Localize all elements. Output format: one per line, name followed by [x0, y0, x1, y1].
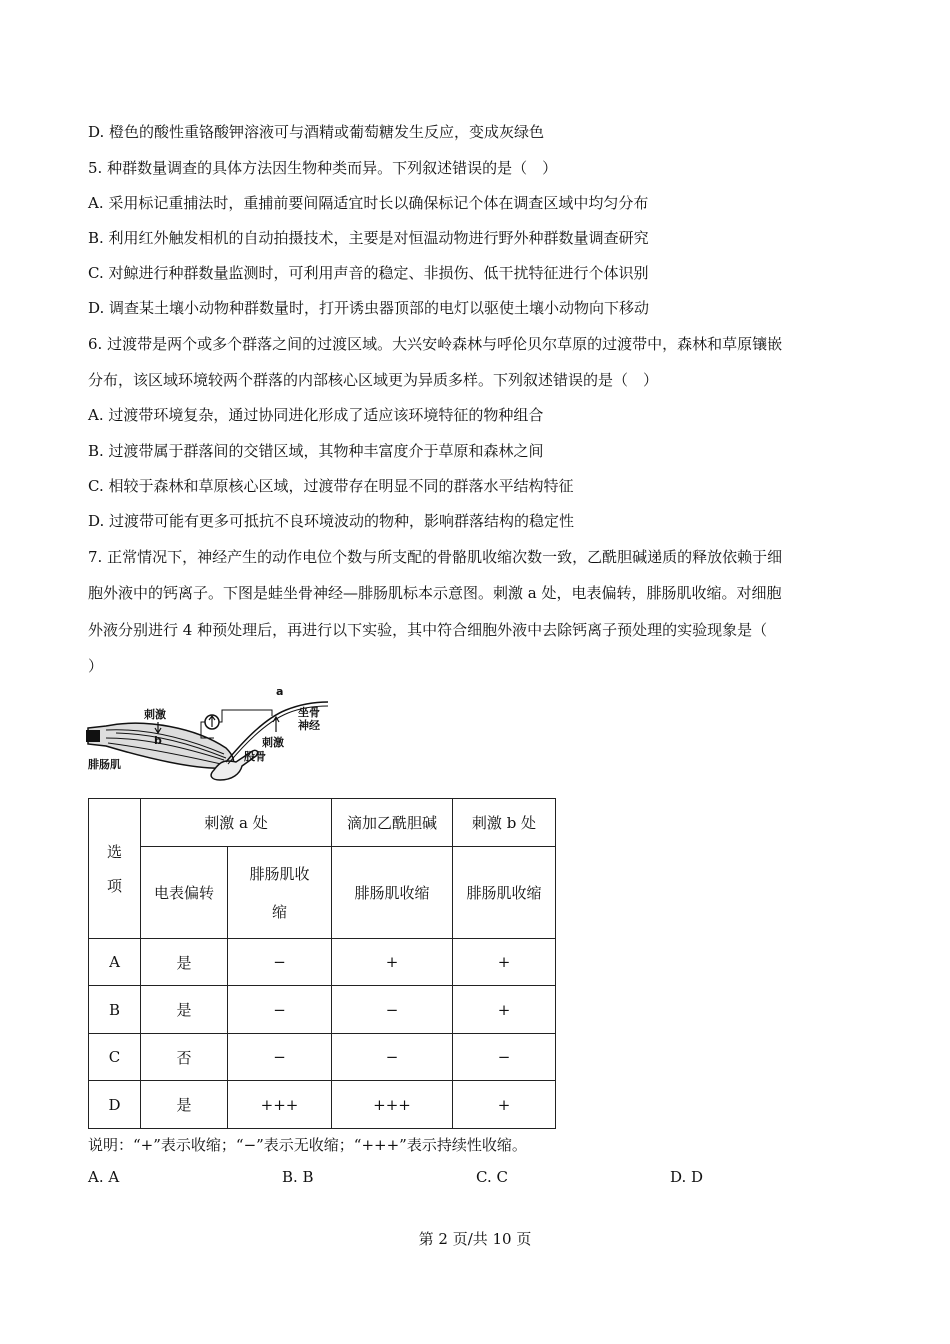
q5-option-c: C. 对鲸进行种群数量监测时，可利用声音的稳定、非损伤、低干扰特征进行个体识别: [88, 264, 649, 282]
table-row: [89, 939, 556, 986]
header-ach: 滴加乙酰胆碱: [332, 799, 453, 847]
q6-stem-line1: 6. 过渡带是两个或多个群落之间的过渡区域。大兴安岭森林与呼伦贝尔草原的过渡带中，森林和草原镶嵌: [88, 335, 783, 353]
row-stim-b: +: [453, 986, 556, 1034]
row-option: A: [89, 939, 141, 986]
row-stim-a: −: [228, 986, 332, 1034]
row-option: C: [89, 1034, 141, 1081]
label-stimulus-b: 刺激: [144, 708, 166, 721]
header-contract-ach: 腓肠肌收缩: [332, 847, 453, 939]
row-ach: +: [332, 939, 453, 986]
table-row: [89, 1034, 556, 1081]
row-option: D: [89, 1081, 141, 1129]
stimulus-arrow-a: [273, 717, 279, 732]
q7-stem-line2: 胞外液中的钙离子。下图是蛙坐骨神经—腓肠肌标本示意图。刺激 a 处，电表偏转，腓肠肌收缩。对细胞: [88, 584, 782, 602]
table-row: [89, 1081, 556, 1129]
q7-stem-line1: 7. 正常情况下，神经产生的动作电位个数与所支配的骨骼肌收缩次数一致，乙酰胆碱递质的释放依赖于细: [88, 548, 783, 566]
q4-option-d: D. 橙色的酸性重铬酸钾溶液可与酒精或葡萄糖发生反应，变成灰绿色: [88, 123, 545, 141]
q6-option-b: B. 过渡带属于群落间的交错区域，其物种丰富度介于草原和森林之间: [88, 442, 544, 460]
q5-stem: 5. 种群数量调查的具体方法因生物种类而异。下列叙述错误的是（ ）: [88, 159, 558, 177]
header-contract-b: 腓肠肌收缩: [453, 847, 556, 939]
row-stim-b: +: [453, 939, 556, 986]
row-ach: −: [332, 1034, 453, 1081]
header-stim-a: 刺激 a 处: [141, 799, 332, 847]
answer-option-a[interactable]: A. A: [88, 1168, 120, 1186]
q5-option-d: D. 调查某土壤小动物种群数量时，打开诱虫器顶部的电灯以驱使土壤小动物向下移动: [88, 299, 650, 317]
label-femur: 股骨: [244, 750, 266, 763]
answer-option-c[interactable]: C. C: [476, 1168, 508, 1186]
q5-option-a: A. 采用标记重捕法时，重捕前要间隔适宜时长以确保标记个体在调查区域中均匀分布: [88, 194, 649, 212]
q7-stem-line4: ）: [88, 657, 104, 675]
row-ach: +++: [332, 1081, 453, 1129]
header-stim-b: 刺激 b 处: [453, 799, 556, 847]
header-option: 选项: [89, 799, 141, 939]
q6-stem-line2: 分布，该区域环境较两个群落的内部核心区域更为异质多样。下列叙述错误的是（ ）: [88, 371, 659, 389]
row-option: B: [89, 986, 141, 1034]
row-stim-b: −: [453, 1034, 556, 1081]
frog-nerve-muscle-diagram: [86, 688, 331, 788]
table-row: [89, 986, 556, 1034]
experiment-table: [88, 798, 556, 1129]
row-stim-b: +: [453, 1081, 556, 1129]
row-stim-a: +++: [228, 1081, 332, 1129]
table-note: 说明：“+”表示收缩；“−”表示无收缩；“+++”表示持续性收缩。: [88, 1136, 527, 1154]
label-muscle: 腓肠肌: [88, 758, 121, 771]
q6-option-d: D. 过渡带可能有更多可抵抗不良环境波动的物种，影响群落结构的稳定性: [88, 512, 575, 530]
row-stim-a: −: [228, 1034, 332, 1081]
label-sciatic-1: 坐骨: [298, 706, 320, 719]
q5-option-b: B. 利用红外触发相机的自动拍摄技术，主要是对恒温动物进行野外种群数量调查研究: [88, 229, 649, 247]
q6-option-c: C. 相较于森林和草原核心区域，过渡带存在明显不同的群落水平结构特征: [88, 477, 574, 495]
row-meter: 是: [141, 1081, 228, 1129]
row-meter: 是: [141, 986, 228, 1034]
q6-option-a: A. 过渡带环境复杂，通过协同进化形成了适应该环境特征的物种组合: [88, 406, 544, 424]
row-stim-a: −: [228, 939, 332, 986]
answer-option-d[interactable]: D. D: [670, 1168, 704, 1186]
label-b: b: [154, 734, 162, 747]
muscle-tendon: [86, 730, 100, 742]
header-contract-a: 腓肠肌收缩: [228, 847, 332, 939]
label-a: a: [276, 688, 284, 698]
row-meter: 否: [141, 1034, 228, 1081]
row-meter: 是: [141, 939, 228, 986]
q7-stem-line3: 外液分别进行 4 种预处理后，再进行以下实验，其中符合细胞外液中去除钙离子预处理的实验现象是（: [88, 621, 768, 639]
label-stimulus-a: 刺激: [262, 736, 284, 749]
header-meter: 电表偏转: [141, 847, 228, 939]
answer-option-b[interactable]: B. B: [282, 1168, 314, 1186]
page-footer: 第 2 页/共 10 页: [418, 1230, 532, 1248]
label-sciatic-2: 神经: [298, 719, 320, 732]
row-ach: −: [332, 986, 453, 1034]
